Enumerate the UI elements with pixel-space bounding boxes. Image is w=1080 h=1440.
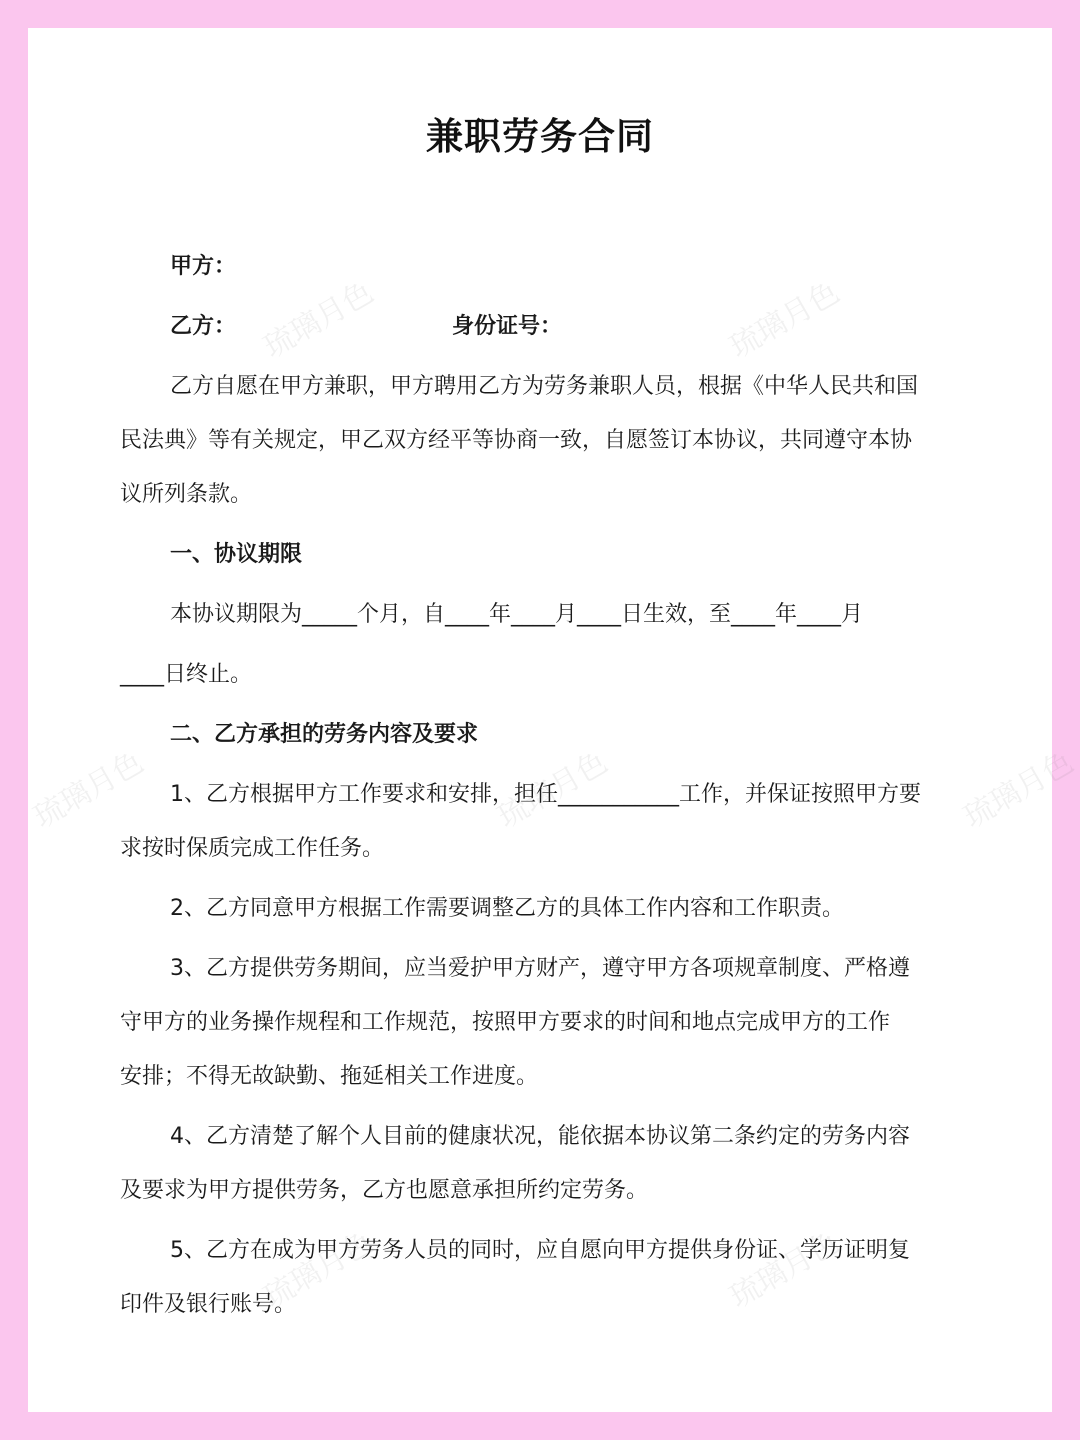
item-3-line-3: 安排；不得无故缺勤、拖延相关工作进度。 <box>120 1064 539 1089</box>
intro-line-3: 议所列条款。 <box>120 482 253 507</box>
intro-line-1: 乙方自愿在甲方兼职，甲方聘用乙方为劳务兼职人员，根据《中华人民共和国 <box>170 374 919 399</box>
watermark: 琉璃月色 <box>258 274 380 366</box>
section-1-line-2: ____日终止。 <box>120 662 253 687</box>
watermark: 琉璃月色 <box>28 744 150 836</box>
item-1-line-1: 1、乙方根据甲方工作要求和安排，担任___________工作，并保证按照甲方要 <box>170 782 921 807</box>
item-4-line-2: 及要求为甲方提供劳务，乙方也愿意承担所约定劳务。 <box>120 1178 649 1203</box>
party-b-label: 乙方： <box>170 314 237 339</box>
section-2-heading: 二、乙方承担的劳务内容及要求 <box>170 722 479 747</box>
watermark: 琉璃月色 <box>492 744 614 836</box>
item-5-line-2: 印件及银行账号。 <box>120 1292 297 1317</box>
intro-line-2: 民法典》等有关规定，甲乙双方经平等协商一致，自愿签订本协议，共同遵守本协 <box>120 428 913 453</box>
item-3-line-2: 守甲方的业务操作规程和工作规范，按照甲方要求的时间和地点完成甲方的工作 <box>120 1010 891 1035</box>
document-title: 兼职劳务合同 <box>426 115 654 158</box>
section-1-line-1: 本协议期限为_____个月，自____年____月____日生效，至____年____月 <box>170 602 864 627</box>
watermark: 琉璃月色 <box>724 274 846 366</box>
watermark: 琉璃月色 <box>958 744 1080 836</box>
section-1-heading: 一、协议期限 <box>170 542 303 567</box>
document-page <box>28 28 1080 1412</box>
item-2-line-1: 2、乙方同意甲方根据工作需要调整乙方的具体工作内容和工作职责。 <box>170 896 844 921</box>
item-1-line-2: 求按时保质完成工作任务。 <box>120 836 385 861</box>
item-5-line-1: 5、乙方在成为甲方劳务人员的同时，应自愿向甲方提供身份证、学历证明复 <box>170 1238 910 1263</box>
id-number-label: 身份证号： <box>452 314 563 339</box>
watermark: 琉璃月色 <box>258 1224 380 1316</box>
item-4-line-1: 4、乙方清楚了解个人目前的健康状况，能依据本协议第二条约定的劳务内容 <box>170 1124 910 1149</box>
watermark: 琉璃月色 <box>724 1224 846 1316</box>
party-a-label: 甲方： <box>170 254 237 279</box>
item-3-line-1: 3、乙方提供劳务期间，应当爱护甲方财产，遵守甲方各项规章制度、严格遵 <box>170 956 910 981</box>
